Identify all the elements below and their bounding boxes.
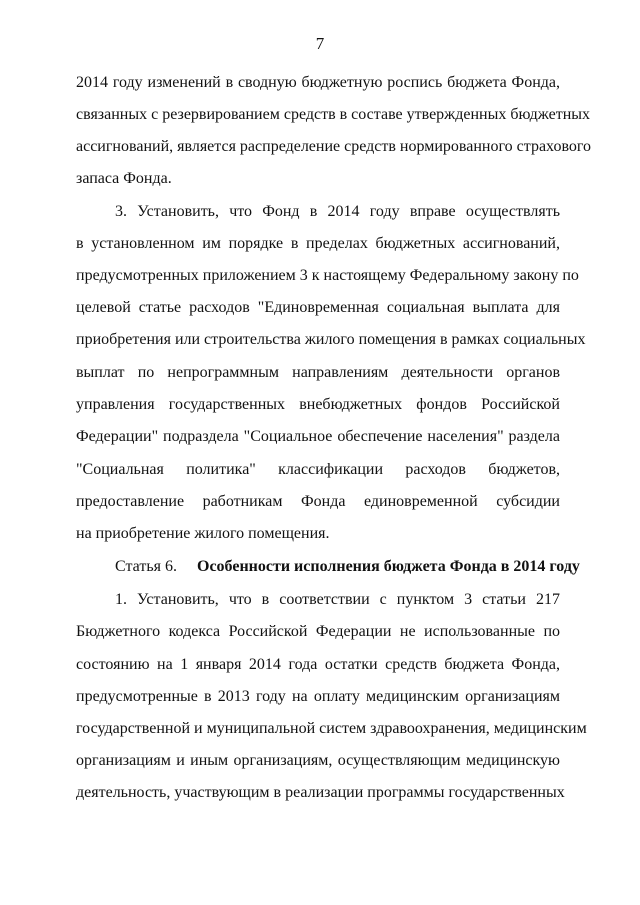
text-line: предоставление работникам Фонда единовременной субсидии	[76, 493, 560, 510]
article-heading	[115, 557, 580, 577]
text-line: ассигнований, является распределение средств нормированного страхового	[76, 138, 592, 155]
text-line: предусмотренных приложением 3 к настоящему Федеральному закону по	[76, 267, 579, 284]
text-line: организациям и иным организациям, осуществляющим медицинскую	[76, 752, 560, 769]
text-line: состоянию на 1 января 2014 года остатки средств бюджета Фонда,	[76, 656, 560, 673]
text-line: Федерации" подраздела "Социальное обеспечение населения" раздела	[76, 428, 560, 445]
text-line: государственной и муниципальной систем здравоохранения, медицинским	[76, 720, 587, 737]
paragraph-first-line: 3. Установить, что Фонд в 2014 году вправе осуществлять	[115, 203, 560, 220]
text-line: управления государственных внебюджетных фондов Российской	[76, 396, 560, 413]
text-line: приобретения или строительства жилого помещения в рамках социальных	[76, 331, 586, 348]
text-line: "Социальная политика" классификации расходов бюджетов,	[76, 461, 560, 478]
text-line: запаса Фонда.	[76, 170, 172, 187]
text-line: предусмотренные в 2013 году на оплату медицинским организациям	[76, 688, 560, 705]
text-line: целевой статье расходов "Единовременная социальная выплата для	[76, 299, 560, 316]
page-number: 7	[315, 34, 325, 53]
paragraph-first-line: 1. Установить, что в соответствии с пунктом 3 статьи 217	[115, 591, 560, 608]
text-line: Бюджетного кодекса Российской Федерации не использованные по	[76, 623, 560, 640]
text-line: в установленном им порядке в пределах бюджетных ассигнований,	[76, 235, 560, 252]
text-line: 2014 году изменений в сводную бюджетную роспись бюджета Фонда,	[76, 74, 560, 91]
text-line: деятельность, участвующим в реализации программы государственных	[76, 784, 565, 801]
text-line: на приобретение жилого помещения.	[76, 525, 330, 542]
text-line: связанных с резервированием средств в составе утвержденных бюджетных	[76, 106, 591, 123]
article-title: Особенности исполнения бюджета Фонда в 2014 году	[197, 558, 580, 575]
article-label: Статья 6.	[115, 558, 177, 575]
text-line: выплат по непрограммным направлениям деятельности органов	[76, 364, 560, 381]
